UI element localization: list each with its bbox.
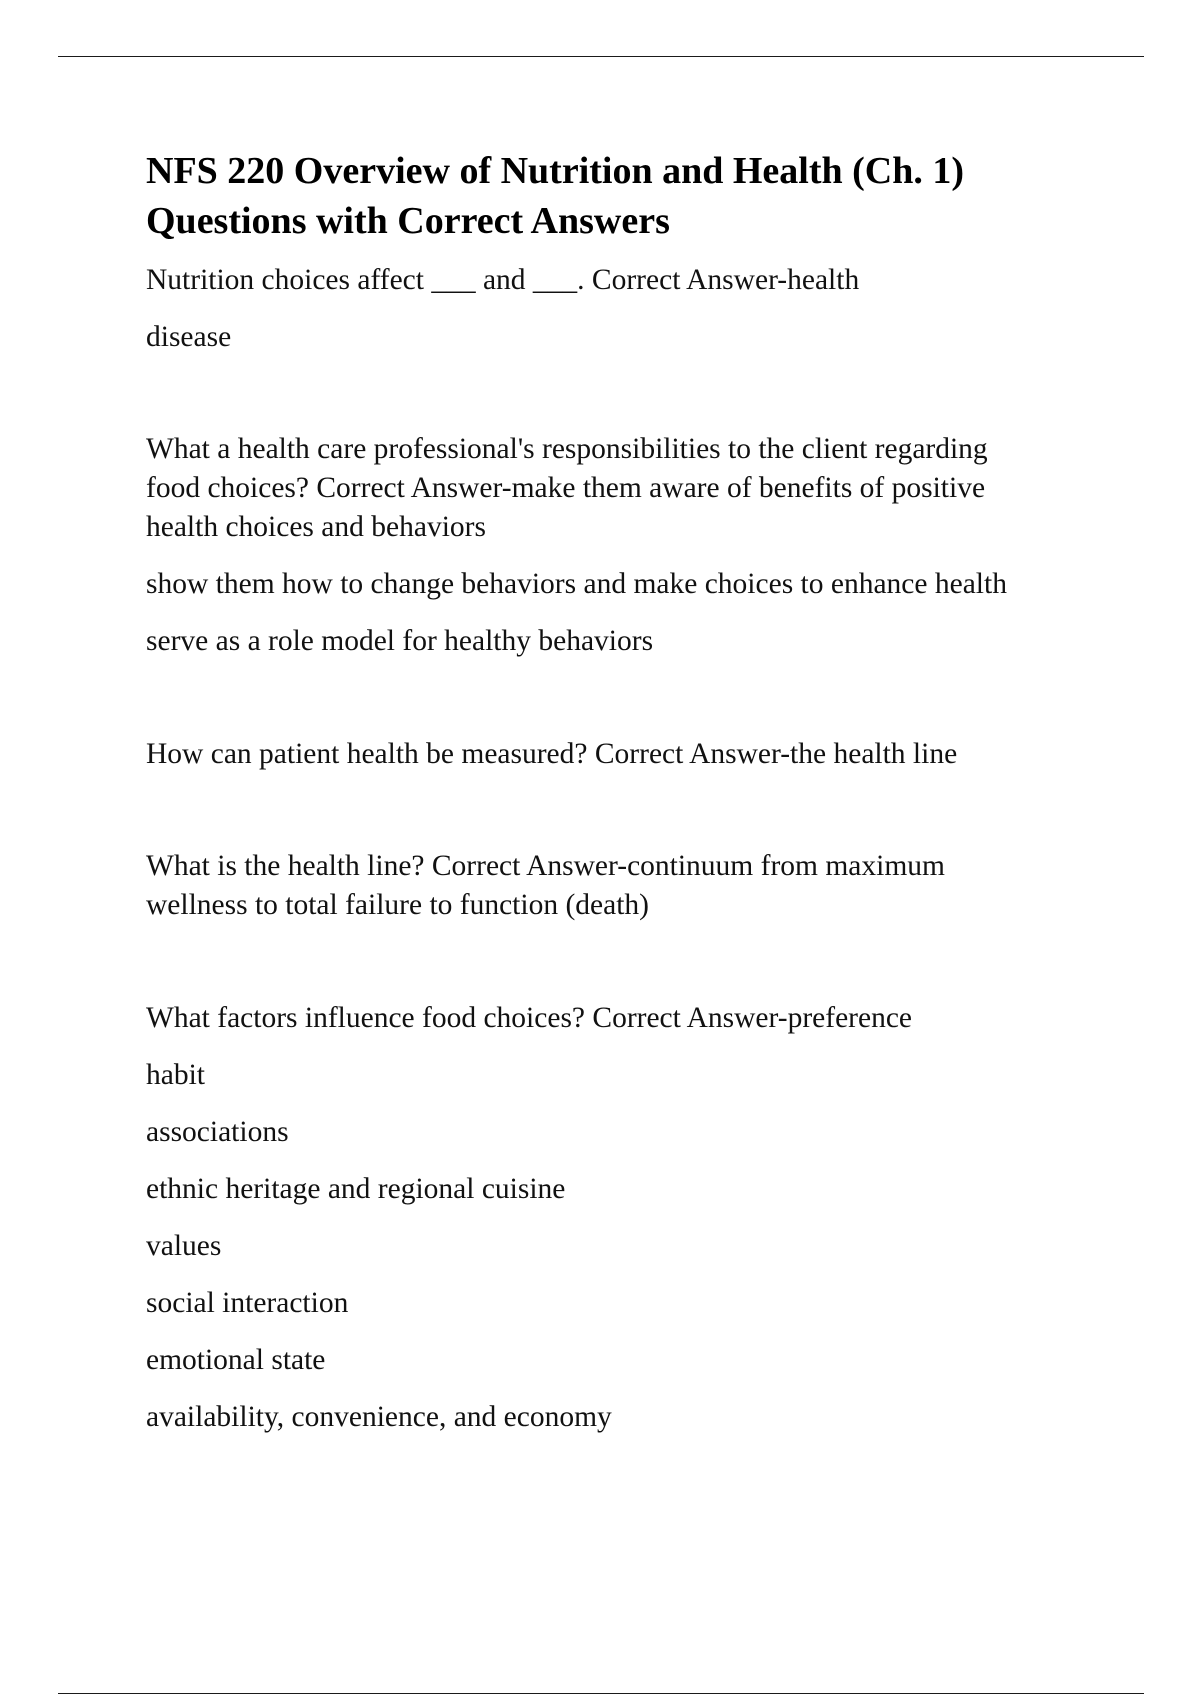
bottom-rule bbox=[58, 1693, 1144, 1694]
qa-item-2 bbox=[146, 430, 1106, 661]
document-title bbox=[146, 146, 1106, 246]
question-text: health choices and behaviors bbox=[146, 511, 486, 543]
question-text: How can patient health be measured? Correct Answer-the health line bbox=[146, 738, 958, 770]
qa-item-3 bbox=[146, 734, 1106, 774]
question-text: Nutrition choices affect ___ and ___. Correct Answer-health bbox=[146, 264, 860, 296]
answer-item: values bbox=[146, 1230, 222, 1262]
title-line-2: Questions with Correct Answers bbox=[146, 200, 670, 242]
qa-item-5 bbox=[146, 998, 1106, 1437]
document-body bbox=[146, 146, 1106, 1437]
answer-item: associations bbox=[146, 1116, 289, 1148]
answer-item: social interaction bbox=[146, 1287, 349, 1319]
question-text: What is the health line? Correct Answer-continuum from maximum bbox=[146, 850, 945, 882]
question-text: What a health care professional's responsibilities to the client regarding bbox=[146, 433, 988, 465]
answer-item: serve as a role model for healthy behaviors bbox=[146, 625, 654, 657]
qa-item-1 bbox=[146, 260, 1106, 357]
answer-item: show them how to change behaviors and make choices to enhance health bbox=[146, 568, 1007, 600]
question-text: food choices? Correct Answer-make them aware of benefits of positive bbox=[146, 472, 986, 504]
question-text: What factors influence food choices? Correct Answer-preference bbox=[146, 1002, 913, 1034]
answer-item: habit bbox=[146, 1059, 205, 1091]
answer-item: disease bbox=[146, 321, 232, 353]
answer-item: emotional state bbox=[146, 1344, 326, 1376]
answer-item: ethnic heritage and regional cuisine bbox=[146, 1173, 566, 1205]
answer-item: availability, convenience, and economy bbox=[146, 1401, 612, 1433]
top-rule bbox=[58, 56, 1144, 57]
title-line-1: NFS 220 Overview of Nutrition and Health (Ch. 1) bbox=[146, 150, 965, 192]
question-text: wellness to total failure to function (death) bbox=[146, 889, 649, 921]
qa-item-4 bbox=[146, 847, 1106, 925]
